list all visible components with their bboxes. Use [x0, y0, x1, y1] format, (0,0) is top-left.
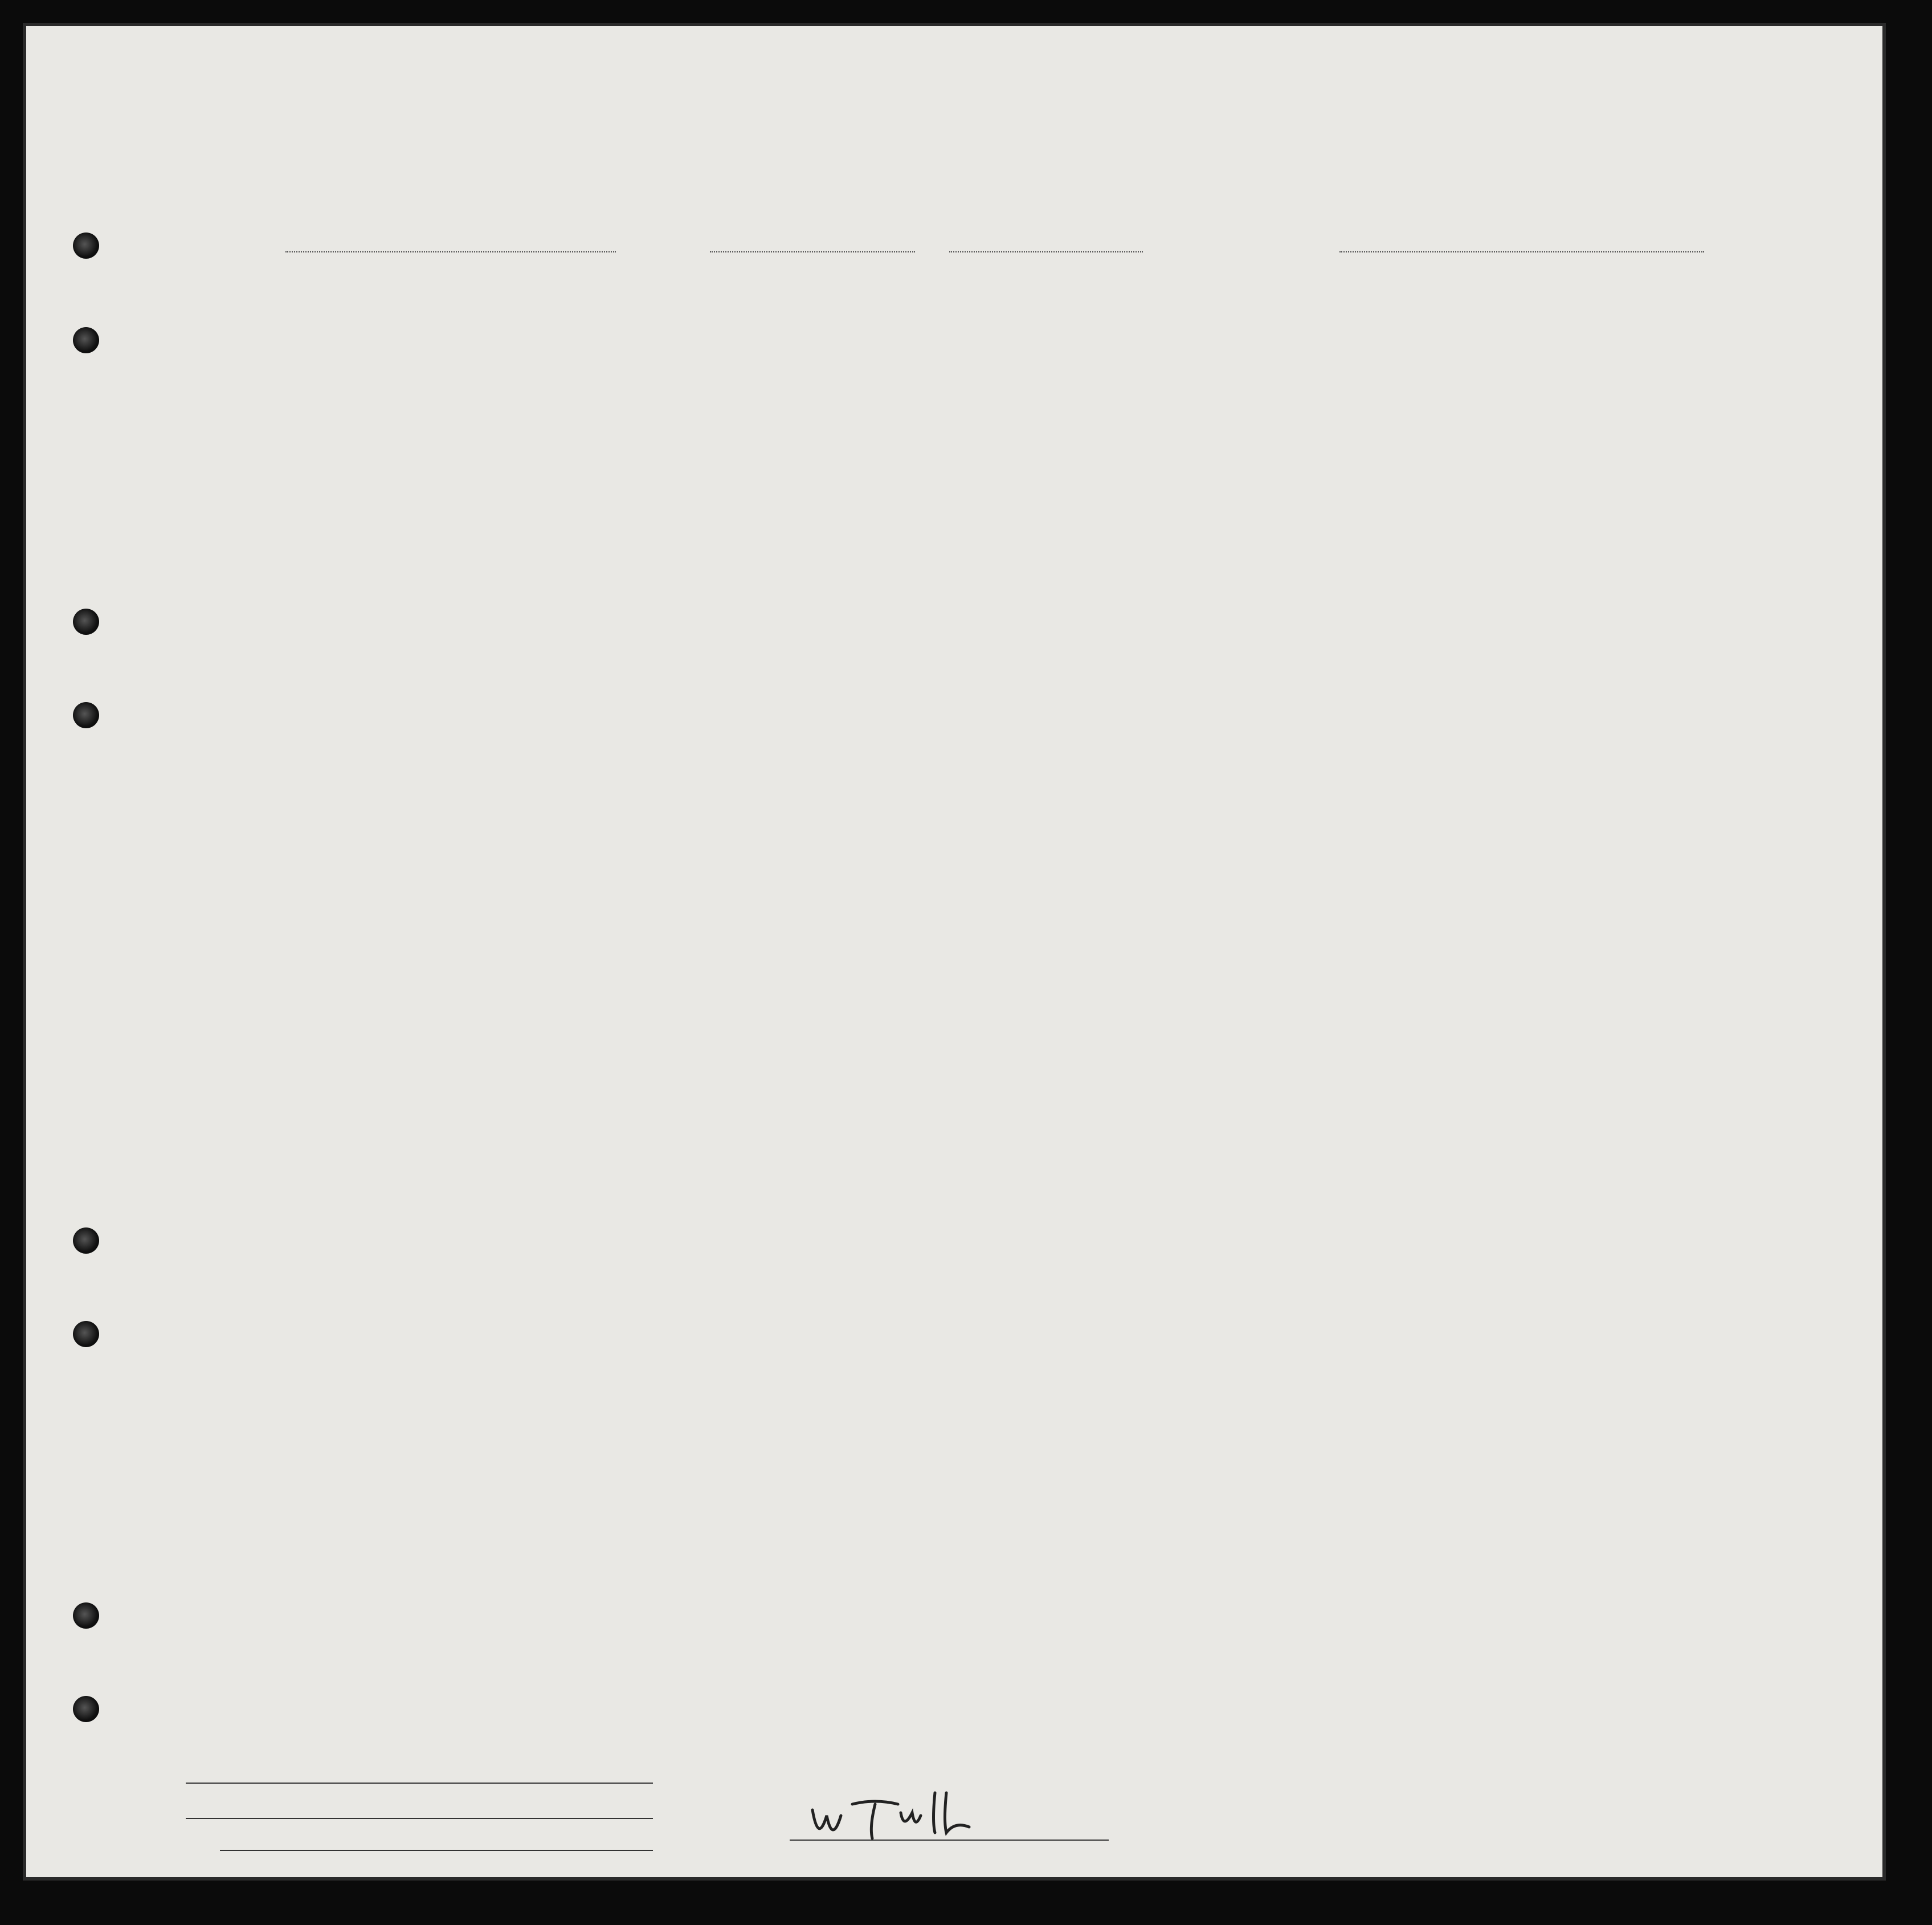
table-grid [26, 26, 1886, 1881]
agents-underline [220, 1850, 653, 1851]
signature-underline [790, 1840, 1109, 1841]
line-underline [186, 1783, 653, 1784]
owners-underline [186, 1818, 653, 1819]
manifest-sheet [23, 23, 1886, 1881]
